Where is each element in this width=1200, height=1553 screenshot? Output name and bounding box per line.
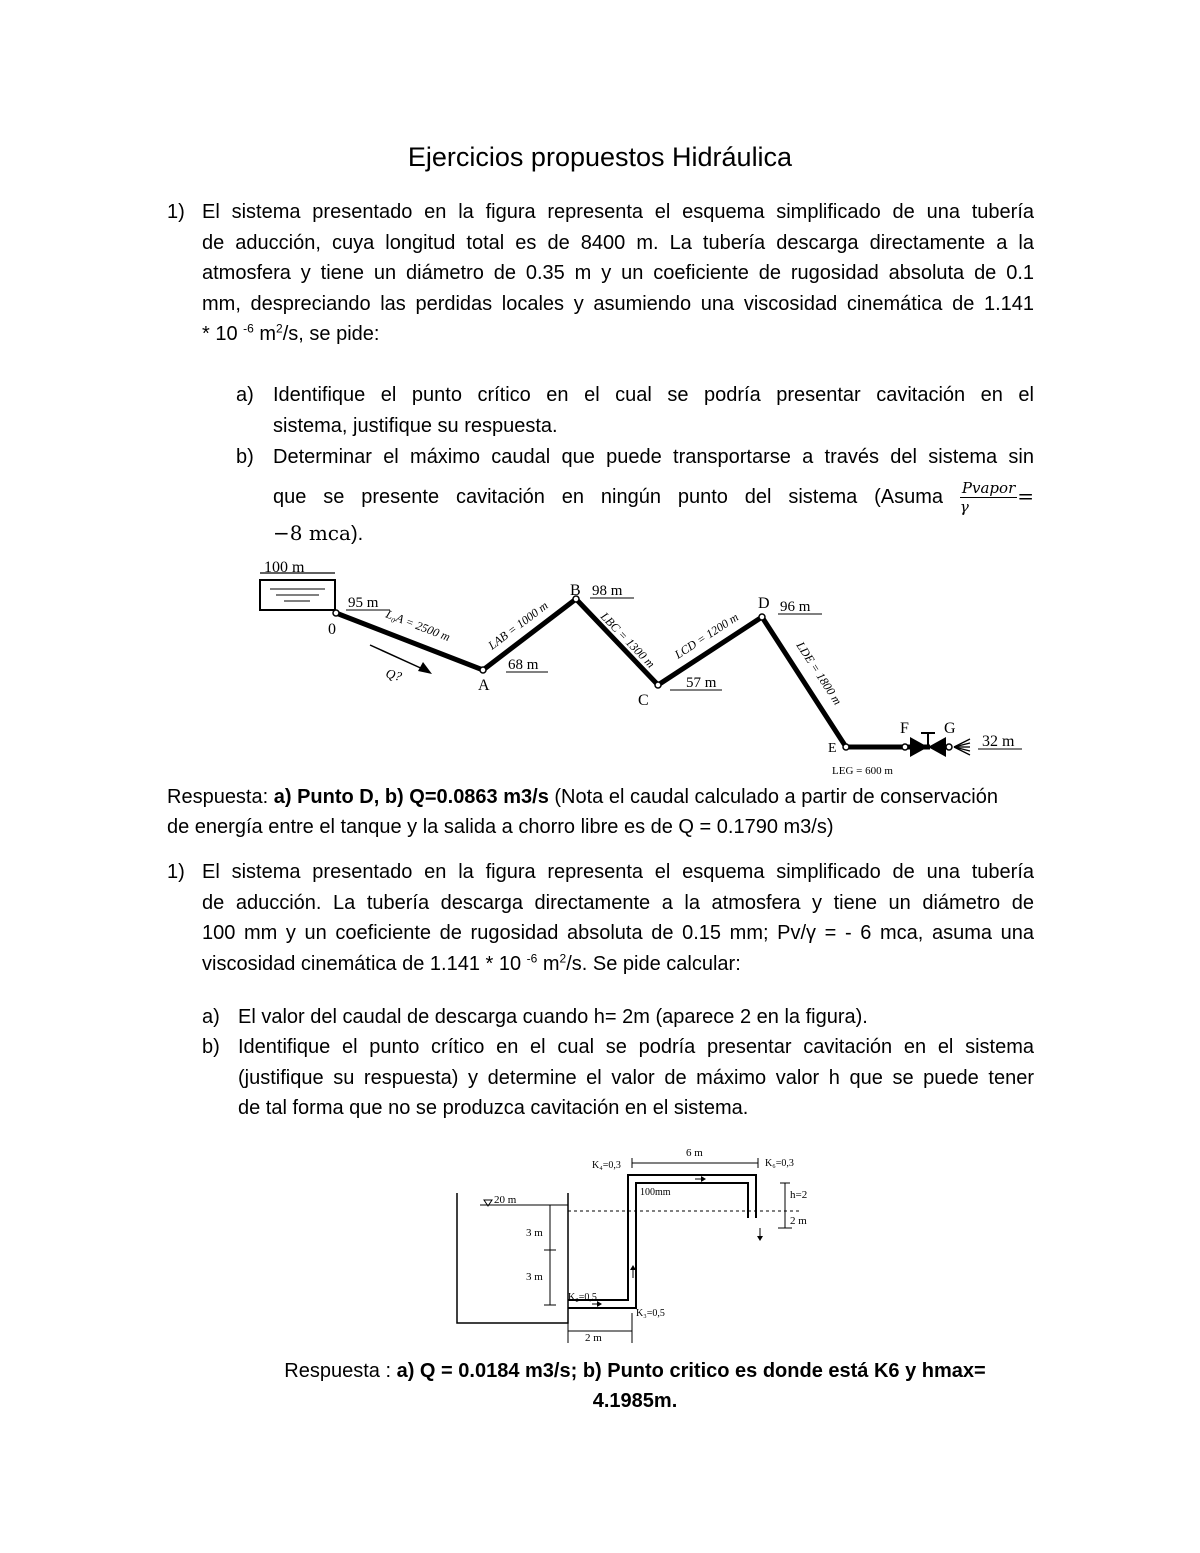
svg-text:98 m: 98 m	[592, 583, 623, 599]
problem-1-statement	[202, 197, 1034, 350]
problem-2-b: Identifique el punto crítico en el cual se podría presentar cavitación en el sistema (justifique su respuesta) y determine el valor de máximo valor h que se puede tener de tal forma que no se produzca cavitación en el sistema.	[238, 1036, 1034, 1119]
svg-text:0: 0	[328, 621, 336, 638]
svg-text:D: D	[758, 595, 770, 612]
node-c	[655, 682, 661, 688]
problem-2-a-label: a)	[202, 1006, 220, 1028]
problem-2-statement: El sistema presentado en la figura representa el esquema simplificado de una tubería de aducción. La tubería descarga directamente a la atmosfera y tiene un diámetro de 100 mm y un coeficiente de rugosidad absoluta de 0.15 mm; Pv/γ = - 6 mca, asuma una viscosidad cinemática de 1.141 * 10 $^{-6}$ $m^2/s$. Se pide calcular:	[202, 861, 1034, 975]
problem-1-number: 1)	[167, 201, 185, 223]
problem-1-line: atmosfera y tiene un diámetro de 0.35 m y un coeficiente de rugosidad absoluta de 0.1	[202, 262, 1034, 284]
svg-text:2 m: 2 m	[790, 1215, 807, 1227]
pipe-inner	[568, 1183, 748, 1308]
page-title: Ejercicios propuestos Hidráulica	[407, 142, 793, 172]
problem-1-line: de aducción, cuya longitud total es de 8400 m. La tubería descarga directamente a la	[202, 231, 1034, 254]
vapor-pressure-fraction: $\frac{\text{Pvapor}}{\gamma}$	[959, 478, 1016, 516]
problem-1-line: mm, despreciando las perdidas locales y asumiendo una viscosidad cinemática de 1.141	[202, 292, 1034, 315]
svg-text:K₃=0,5: K₃=0,5	[636, 1308, 665, 1319]
svg-text:C: C	[638, 692, 649, 709]
svg-text:B: B	[570, 582, 581, 599]
svg-text:L₀A = 2500 m: L₀A = 2500 m	[383, 606, 453, 645]
problem-1-b: Determinar el máximo caudal que puede transportarse a través del sistema sin que se presente cavitación en ningún punto del sistema (Asuma $\frac{\text{Pvapor}}{\gamma}$ = −8 mca).	[273, 446, 1035, 545]
svg-text:3 m: 3 m	[526, 1227, 543, 1239]
svg-text:LAB = 1000 m: LAB = 1000 m	[485, 598, 551, 653]
svg-text:95 m: 95 m	[348, 595, 379, 611]
svg-text:6 m: 6 m	[686, 1147, 703, 1159]
problem-1-b-label: b)	[236, 446, 254, 468]
svg-text:LDE = 1800 m: LDE = 1800 m	[793, 639, 845, 708]
tank-level-label: 100 m	[264, 559, 305, 576]
svg-text:20 m: 20 m	[494, 1194, 517, 1206]
svg-text:57 m: 57 m	[686, 675, 717, 691]
svg-text:LEG = 600 m: LEG = 600 m	[832, 765, 893, 777]
svg-text:100mm: 100mm	[640, 1187, 671, 1198]
svg-text:A: A	[478, 677, 490, 694]
node-e	[843, 744, 849, 750]
problem-2-answer: Respuesta : a) Q = 0.0184 m3/s; b) Punto critico es donde está K6 y hmax=	[284, 1360, 986, 1382]
problem-2-answer-cont: 4.1985m.	[592, 1390, 678, 1412]
node-f	[902, 744, 908, 750]
svg-text:LCD = 1200 m: LCD = 1200 m	[672, 609, 741, 662]
problem-1-answer: Respuesta: a) Punto D, b) Q=0.0863 m3/s (Nota el caudal calculado a partir de conservación de energía entre el tanque y la salida a chorro libre es de Q = 0.1790 m3/s)	[167, 786, 998, 838]
svg-text:96 m: 96 m	[780, 599, 811, 615]
free-jet-icon	[954, 739, 970, 755]
svg-text:h=2: h=2	[790, 1189, 808, 1201]
problem-1-line: El sistema presentado en la figura representa el esquema simplificado de una tubería	[202, 201, 1034, 223]
node-o	[333, 610, 339, 616]
svg-text:LBC = 1300 m: LBC = 1300 m	[597, 609, 658, 671]
flow-arrow	[370, 645, 425, 670]
svg-text:2 m: 2 m	[585, 1332, 602, 1344]
siphon-figure	[440, 1138, 840, 1348]
svg-text:Q?: Q?	[384, 665, 404, 685]
problem-2-number: 1)	[167, 861, 185, 883]
node-a	[480, 667, 486, 673]
problem-2-b-label: b)	[202, 1036, 220, 1058]
reservoir-tank	[457, 1193, 568, 1323]
node-d	[759, 614, 765, 620]
svg-text:K₂=0,5: K₂=0,5	[568, 1292, 597, 1303]
valve-icon	[910, 737, 928, 757]
svg-text:3 m: 3 m	[526, 1271, 543, 1283]
svg-text:K₄=0,3: K₄=0,3	[592, 1160, 621, 1171]
svg-text:32 m: 32 m	[982, 733, 1015, 750]
svg-text:F: F	[900, 720, 909, 737]
problem-1-a-label: a)	[236, 384, 254, 406]
problem-1-line: * 10 $^{-6}$ $m^2/s$, se pide:	[202, 321, 380, 345]
svg-text:K₆=0,3: K₆=0,3	[765, 1158, 794, 1169]
svg-text:68 m: 68 m	[508, 657, 539, 673]
problem-2-a: El valor del caudal de descarga cuando h= 2m (aparece 2 en la figura).	[238, 1006, 868, 1028]
svg-text:G: G	[944, 720, 956, 737]
pipeline-profile-figure	[240, 555, 1040, 780]
problem-1-a: Identifique el punto crítico en el cual se podría presentar cavitación en el sistema, justifique su respuesta.	[273, 384, 1034, 437]
svg-text:E: E	[828, 741, 837, 756]
